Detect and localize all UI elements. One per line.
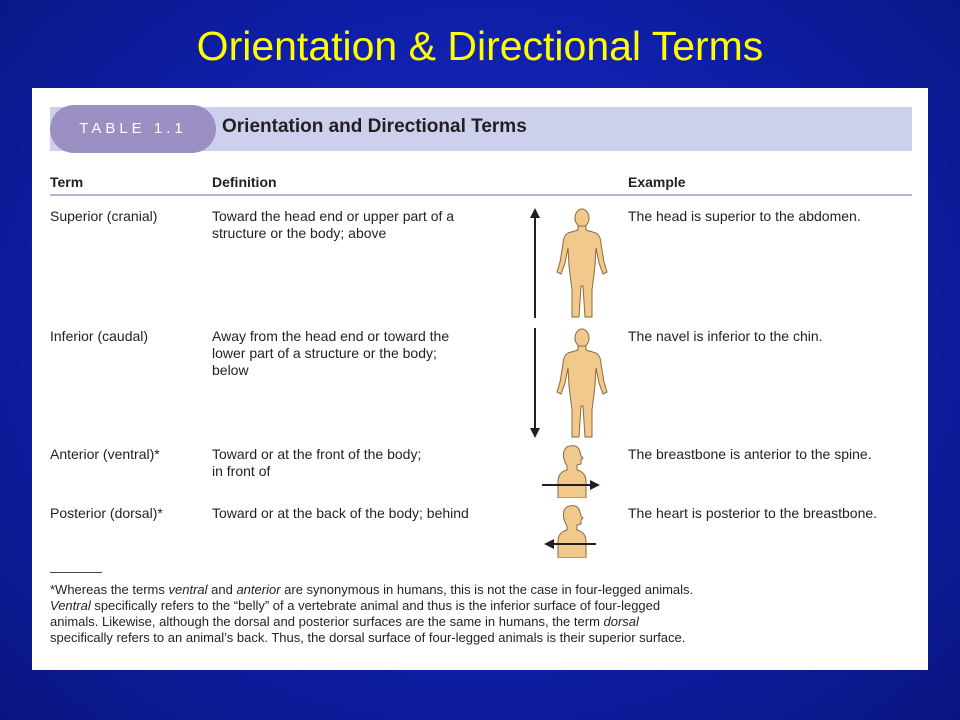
footnote-text: specifically refers to an animal’s back. Thus, the dorsal surface of four-legged animals is their superior surface. [50,630,686,645]
inferior-figure [526,326,616,440]
footnote [50,582,700,646]
footnote-text: are synonymous in humans, this is not the case in four-legged animals. [280,582,694,597]
definition-line: lower part of a structure or the body; [212,345,437,361]
footnote-text: specifically refers to the “belly” of a vertebrate animal and thus is the inferior surface of four-legged animals. Likewise, although the dorsal and posterior surfaces are the same in humans, the term [50,598,661,629]
footnote-rule [50,572,102,573]
footnote-italic: Ventral [50,598,91,613]
row-posterior-term: Posterior (dorsal)* [50,505,163,521]
body-front-icon [557,209,607,317]
definition-line: structure or the body; above [212,225,387,241]
row-superior-example: The head is superior to the abdomen. [628,208,861,224]
table-panel [32,88,928,670]
anterior-figure [540,442,604,498]
definition-line: Toward the head end or upper part of a [212,208,455,224]
row-inferior-example: The navel is inferior to the chin. [628,328,823,344]
definition-line: Toward or at the front of the body; [212,446,422,462]
footnote-italic: ventral [168,582,208,597]
definition-line: Away from the head end or toward the [212,328,450,344]
up-arrow-icon [530,208,540,318]
body-front-icon [557,329,607,437]
row-inferior-term: Inferior (caudal) [50,328,149,344]
footnote-text: and [207,582,237,597]
footnote-italic: dorsal [603,614,639,629]
posterior-figure [540,502,604,558]
down-arrow-icon [530,328,540,438]
row-superior-term: Superior (cranial) [50,208,158,224]
header-term: Term [50,174,84,190]
superior-figure [526,206,616,320]
row-superior-definition [212,208,512,242]
row-posterior-example: The heart is posterior to the breastbone. [628,505,878,521]
row-anterior-definition [212,446,512,480]
row-anterior-term: Anterior (ventral)* [50,446,160,462]
row-posterior-definition [212,505,512,522]
footnote-text: *Whereas the terms [50,582,169,597]
header-rule [50,194,912,196]
header-definition: Definition [212,174,277,190]
footnote-italic: anterior [236,582,281,597]
torso-profile-icon [558,446,586,498]
definition-line: below [212,362,249,378]
definition-line: Toward or at the back of the body; behind [212,505,469,521]
torso-profile-icon [558,506,586,558]
definition-line: in front of [212,463,271,479]
row-anterior-example: The breastbone is anterior to the spine. [628,446,872,462]
header-example: Example [628,174,686,190]
table-badge: TABLE 1.1 [50,105,216,153]
table-title: Orientation and Directional Terms [222,116,527,137]
slide-title: Orientation & Directional Terms [196,23,764,69]
row-inferior-definition [212,328,512,379]
